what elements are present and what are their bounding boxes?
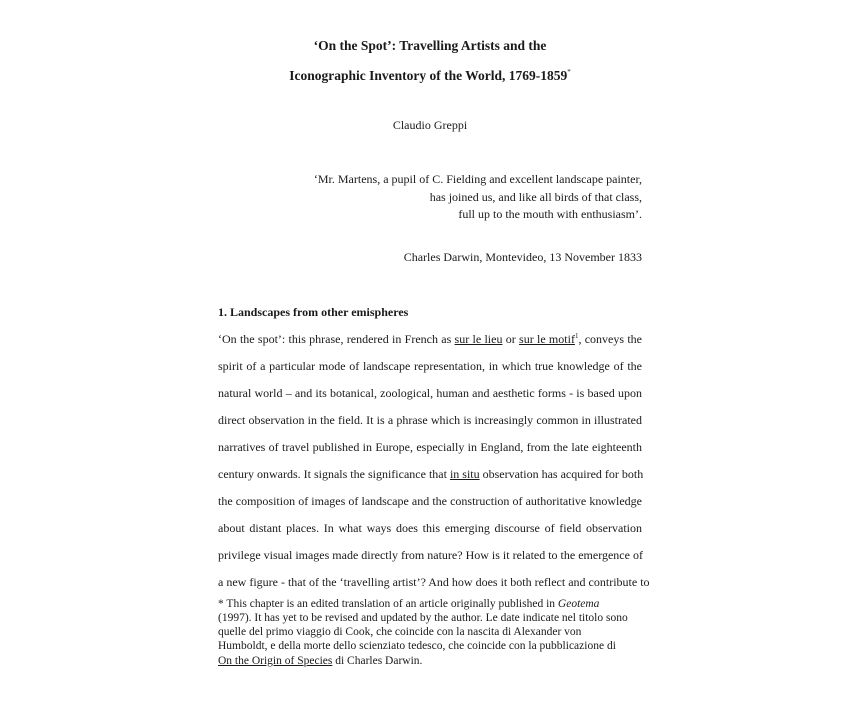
body-line-7: the composition of images of landscape and the construction of authoritative knowledge bbox=[218, 494, 642, 508]
footnote-text: * This chapter is an edited translation of an article originally published in bbox=[218, 598, 558, 610]
journal-title: Geotema bbox=[557, 598, 600, 610]
book-title: On the Origin of Species bbox=[218, 655, 333, 667]
body-line-4: direct observation in the field. It is a phrase which is increasingly common in illustrated bbox=[218, 413, 642, 427]
epigraph-citation: Charles Darwin, Montevideo, 13 November 1833 bbox=[403, 250, 642, 264]
section-heading: 1. Landscapes from other emispheres bbox=[218, 305, 409, 319]
body-line-5: narratives of travel published in Europe, especially in England, from the late eighteenth bbox=[218, 440, 642, 454]
footnote-line-2: (1997). It has yet to be revised and updated by the author. Le date indicate nel titolo sono bbox=[218, 612, 628, 624]
body-text: or bbox=[502, 332, 520, 346]
title-line-2 bbox=[0, 68, 860, 84]
body-line-9: privilege visual images made directly from nature? How is it related to the emergence of bbox=[218, 548, 643, 562]
footnote-text: di Charles Darwin. bbox=[332, 655, 423, 667]
footnote-line-1 bbox=[218, 598, 599, 610]
epigraph-line-3: full up to the mouth with enthusiasm’. bbox=[458, 207, 642, 221]
body-line-10: a new figure - that of the ‘travelling artist’? And how does it both reflect and contribute to bbox=[218, 575, 650, 589]
body-line-3: natural world – and its botanical, zoological, human and aesthetic forms - is based upon bbox=[218, 386, 642, 400]
title-footnote-mark: * bbox=[567, 68, 571, 76]
body-line-1 bbox=[218, 332, 642, 347]
footnote-ref: 1 bbox=[574, 332, 579, 340]
underlined-term: sur le lieu bbox=[454, 332, 503, 346]
epigraph-line-2: has joined us, and like all birds of that class, bbox=[429, 190, 642, 204]
underlined-term: sur le motif bbox=[519, 332, 575, 346]
body-line-2: spirit of a particular mode of landscape representation, in which true knowledge of the bbox=[218, 359, 642, 373]
title-line-2-text: Iconographic Inventory of the World, 1769-1859 bbox=[289, 68, 568, 83]
body-text: , conveys the bbox=[578, 332, 642, 346]
footnote-line-5 bbox=[218, 655, 422, 667]
epigraph-line-1: ‘Mr. Martens, a pupil of C. Fielding and excellent landscape painter, bbox=[313, 172, 642, 186]
title-line-1: ‘On the Spot’: Travelling Artists and the bbox=[313, 38, 547, 53]
underlined-term: in situ bbox=[449, 467, 480, 481]
body-text: century onwards. It signals the significance that bbox=[218, 467, 450, 481]
author-name: Claudio Greppi bbox=[392, 118, 468, 132]
body-text: observation has acquired for both bbox=[479, 467, 644, 481]
body-text: ‘On the spot’: this phrase, rendered in French as bbox=[218, 332, 455, 346]
footnote-line-3: quelle del primo viaggio di Cook, che coincide con la nascita di Alexander von bbox=[218, 626, 582, 638]
footnote-line-4: Humboldt, e della morte dello scienziato tedesco, che coincide con la pubblicazione di bbox=[218, 640, 616, 652]
body-line-8: about distant places. In what ways does this emerging discourse of field observation bbox=[218, 521, 642, 535]
body-line-6 bbox=[218, 467, 642, 482]
